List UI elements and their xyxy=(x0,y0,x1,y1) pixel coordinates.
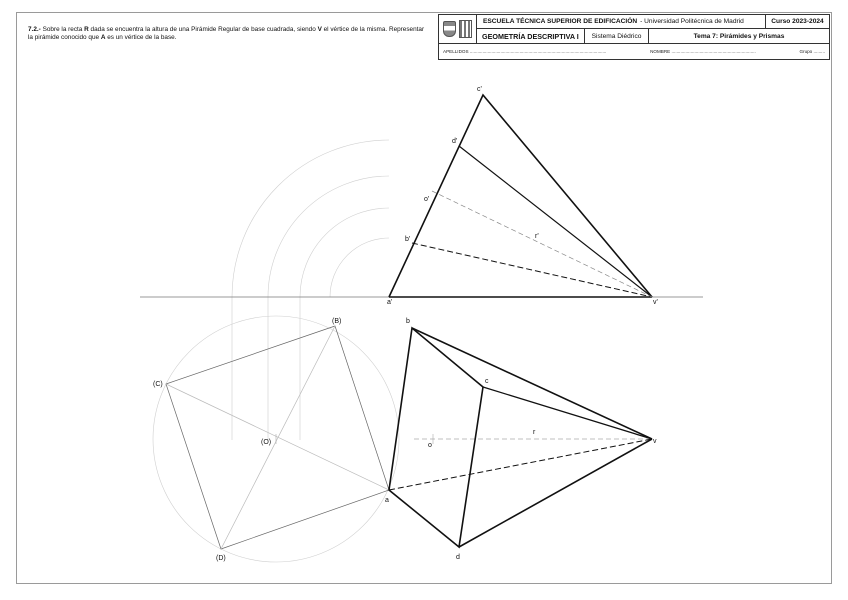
construction-arc-b xyxy=(330,238,389,297)
label-d-elevation: d' xyxy=(452,138,458,145)
statement-text-3: el vértice de la misma. Representar la pirámide conocido que xyxy=(28,26,425,41)
plan-edge-c xyxy=(483,387,652,439)
statement-text-2: dada se encuentra la altura de una Pirámide Regular de base cuadrada, siendo xyxy=(88,26,318,33)
label-r-plan: r xyxy=(533,429,536,436)
label-D-rotated: (D) xyxy=(216,555,226,562)
topic-name: Tema 7: Pirámides y Prismas xyxy=(649,29,829,44)
surname-field: APELLIDOS ........................................................................................................... xyxy=(443,49,607,54)
exercise-number: 7.2.- xyxy=(28,26,41,33)
label-b-elevation: b' xyxy=(405,236,411,243)
label-o-plan: o xyxy=(428,442,432,449)
label-v-elevation: v' xyxy=(653,299,658,306)
construction-arcs xyxy=(153,140,399,562)
course-year: Curso 2023-2024 xyxy=(766,15,829,29)
rotated-diagonal-1 xyxy=(166,384,389,490)
label-o-elevation: o' xyxy=(424,196,430,203)
elevation-edge-b-hidden xyxy=(412,243,652,297)
statement-text-4: es un vértice de la base. xyxy=(105,34,177,41)
plan-edge-b xyxy=(412,328,652,439)
system-name: Sistema Diédrico xyxy=(585,29,649,44)
statement-bold-a: A xyxy=(100,34,106,41)
construction-arc-d xyxy=(268,176,389,297)
label-c-plan: c xyxy=(485,378,489,385)
statement-bold-r: R xyxy=(84,26,89,33)
construction-arc-c xyxy=(232,140,389,297)
label-B-rotated: (B) xyxy=(332,318,342,325)
construction-arc-o xyxy=(300,208,389,297)
subject-name: GEOMETRÍA DESCRIPTIVA I xyxy=(477,29,585,44)
plan-base xyxy=(389,328,483,547)
statement-bold-v: V xyxy=(317,26,322,33)
line-r-elevation xyxy=(432,191,652,297)
label-C-rotated: (C) xyxy=(153,381,163,388)
label-b-plan: b xyxy=(406,318,410,325)
label-d-plan: d xyxy=(456,554,460,561)
plan-view xyxy=(389,328,652,547)
plan-edge-d xyxy=(459,439,652,547)
name-field: NOMBRE .................................................................. xyxy=(650,49,756,54)
label-v-plan: v xyxy=(653,438,657,445)
statement-text-1: Sobre la recta xyxy=(40,26,85,33)
rotated-square xyxy=(166,326,389,549)
elevation-edge-d xyxy=(459,146,652,297)
label-r-elevation: r' xyxy=(535,233,539,240)
label-a-elevation: a' xyxy=(387,299,393,306)
group-field: Grupo ......... xyxy=(799,49,825,54)
label-O-rotated: (O) xyxy=(261,439,272,446)
label-a-plan: a xyxy=(385,497,389,504)
rotated-square-outline xyxy=(166,326,389,549)
label-c-elevation: c' xyxy=(477,86,482,93)
university-name: - Universidad Politécnica de Madrid xyxy=(640,18,744,25)
school-name-text: ESCUELA TÉCNICA SUPERIOR DE EDIFICACIÓN xyxy=(483,18,638,25)
